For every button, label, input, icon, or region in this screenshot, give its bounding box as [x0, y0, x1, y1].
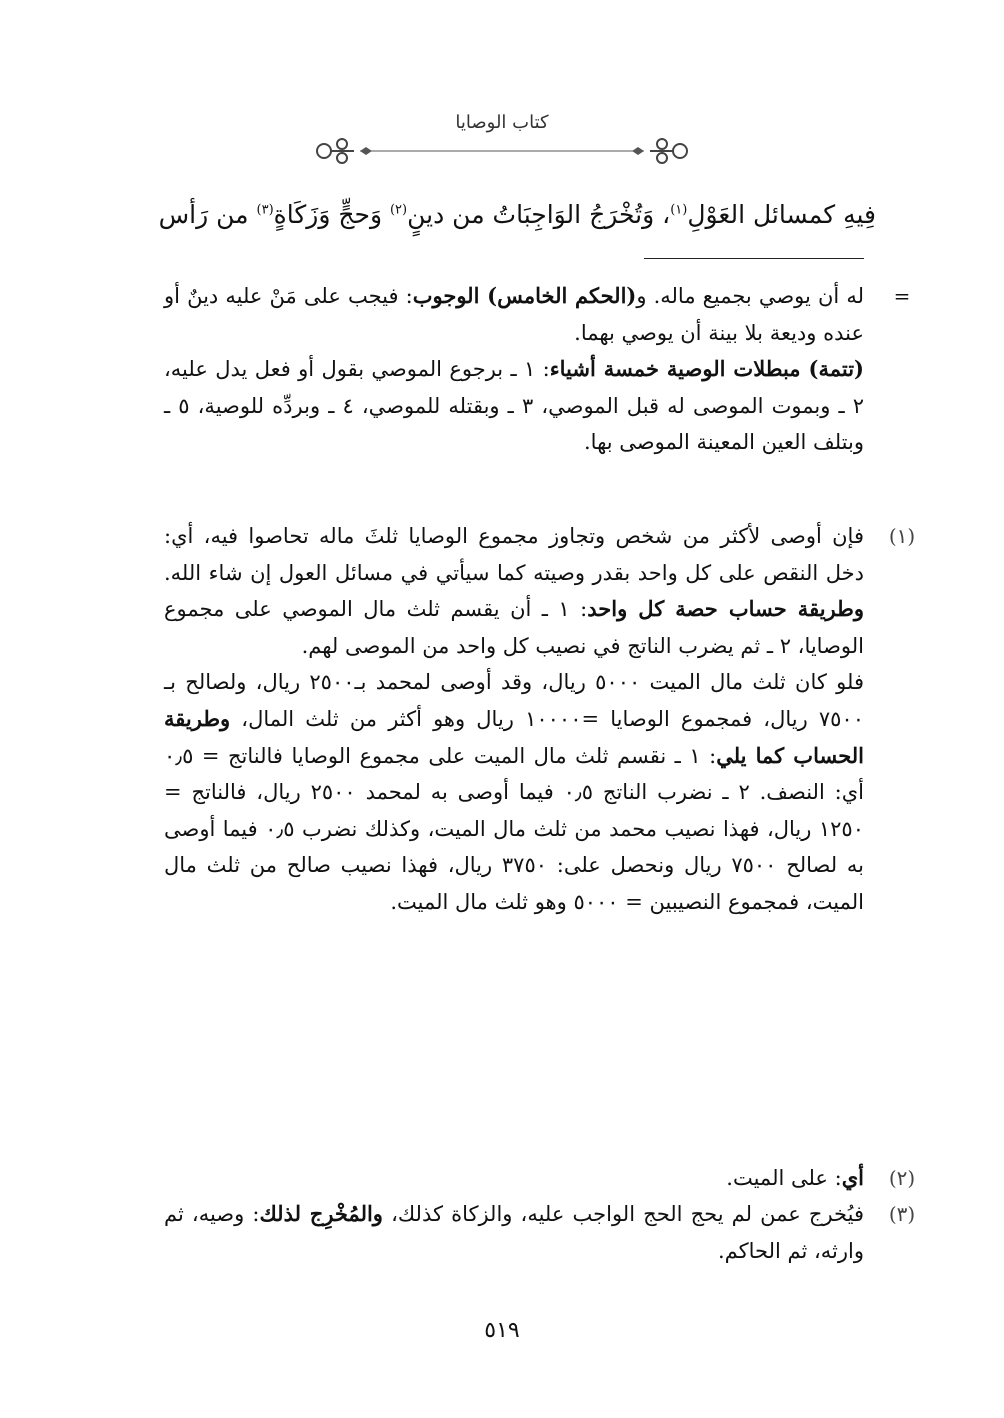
footnote-3-marker: (٣) [888, 1202, 916, 1226]
footnote-ref-3[interactable]: (٣) [256, 202, 274, 218]
footnote-2 [164, 1160, 916, 1197]
continuation-text-b: : فيجب على مَنْ عليه دينٌ أو عنده وديعة بلا بينة أن يوصي بهما. [164, 284, 864, 345]
page-number: ٥١٩ [484, 1318, 520, 1343]
main-text-line [128, 190, 876, 240]
footnote-divider [644, 258, 864, 259]
tatimma-paragraph [164, 351, 864, 461]
footnote-1-bold-b: وطريقة الحساب كما يلي [164, 705, 864, 768]
continuation-text [164, 278, 864, 351]
footnote-3-tail: : وصيه، ثم وارثه، ثم الحاكم. [164, 1202, 864, 1263]
footnote-1-bold-a: وطريقة حساب حصة كل واحد [587, 596, 864, 622]
footnote-3-bold: والمُخْرِج لذلك [259, 1201, 383, 1226]
main-text-part-2: ، وَتُخْرَجُ الوَاجِبَاتُ من دينٍ [407, 200, 671, 229]
running-header-title: كتاب الوصايا [455, 112, 549, 133]
footnote-1-text-a: فإن أوصى لأكثر من شخص وتجاوز مجموع الوصايا ثلثَ ماله تحاصوا فيه، أي: دخل النقص على كل واحد بقدر وصيته كما سيأتي في مسائل العول إن شاء الله. [164, 524, 864, 585]
header-ornament [310, 134, 694, 168]
continuation-marker: = [893, 284, 911, 308]
footnote-2-marker: (٢) [888, 1166, 916, 1190]
footnote-1-paragraph-1 [164, 518, 864, 664]
footnote-2-body: : على الميت. [726, 1166, 842, 1190]
footnote-continuation [164, 278, 911, 461]
footnote-ref-2[interactable]: (٢) [389, 202, 408, 218]
main-text-part-4: من رَأس [158, 200, 257, 229]
main-text-part-1: فِيهِ كمسائل العَوْلِ [687, 200, 876, 229]
footnote-3-text [164, 1196, 864, 1269]
footnote-1-text-c: فلو كان ثلث مال الميت ٥٠٠٠ ريال، وقد أوصى لمحمد بـ٢٥٠٠ ريال، ولصالح بـ ٧٥٠٠ ريال، فمجموع الوصايا =١٠٠٠٠ ريال وهو أكثر من ثلث المال، [164, 670, 865, 731]
continuation-text-a: له أن يوصي بجميع ماله. و [636, 284, 864, 308]
footnote-1-paragraph-2 [164, 664, 864, 920]
footnote-ref-1[interactable]: (١) [670, 202, 688, 218]
tatimma-heading: (تتمة) مبطلات الوصية خمسة أشياء [549, 356, 864, 382]
footnote-1-text-d: : ١ ـ نقسم ثلث مال الميت على مجموع الوصايا فالناتج = ٠٫٥ أي: النصف. ٢ ـ نضرب الناتج ٠٫٥ فيما أوصى به لمحمد ٢٥٠٠ ريال، فالناتج = ١٢٥٠ ريال، فهذا نصيب محمد من ثلث مال الميت، وكذلك نضرب ٠٫٥ فيما أوصى به لصالح ٧٥٠٠ ريال ونحصل على: ٣٧٥٠ ريال، فهذا نصيب صالح من ثلث مال الميت، فمجموع النصيبين = ٥٠٠٠ وهو ثلث مال الميت. [164, 743, 865, 914]
footnote-1-marker: (١) [888, 524, 916, 548]
footnote-3-body: فيُخرج عمن لم يحج الحج الواجب عليه، والزكاة كذلك، [382, 1202, 864, 1226]
continuation-bold-heading: (الحكم الخامس) الوجوب [412, 283, 637, 308]
tatimma-text: : ١ ـ برجوع الموصي بقول أو فعل يدل عليه، ٢ ـ وبموت الموصى له قبل الموصي، ٣ ـ وبقتله للموصي، ٤ ـ وبردِّه للوصية، ٥ ـ وبتلف العين المعينة الموصى بها. [164, 357, 865, 455]
footnote-1-text-b: : ١ ـ أن يقسم ثلث مال الموصي على مجموع الوصايا، ٢ ـ ثم يضرب الناتج في نصيب كل واحد من الموصى لهم. [164, 597, 864, 658]
footnote-1 [164, 518, 916, 921]
footnote-3 [164, 1196, 916, 1269]
footnote-2-bold: أي [841, 1165, 864, 1190]
footnote-2-text [164, 1160, 864, 1197]
main-text-part-3: وَحجٍّ وَزَكَاةٍ [273, 200, 390, 229]
